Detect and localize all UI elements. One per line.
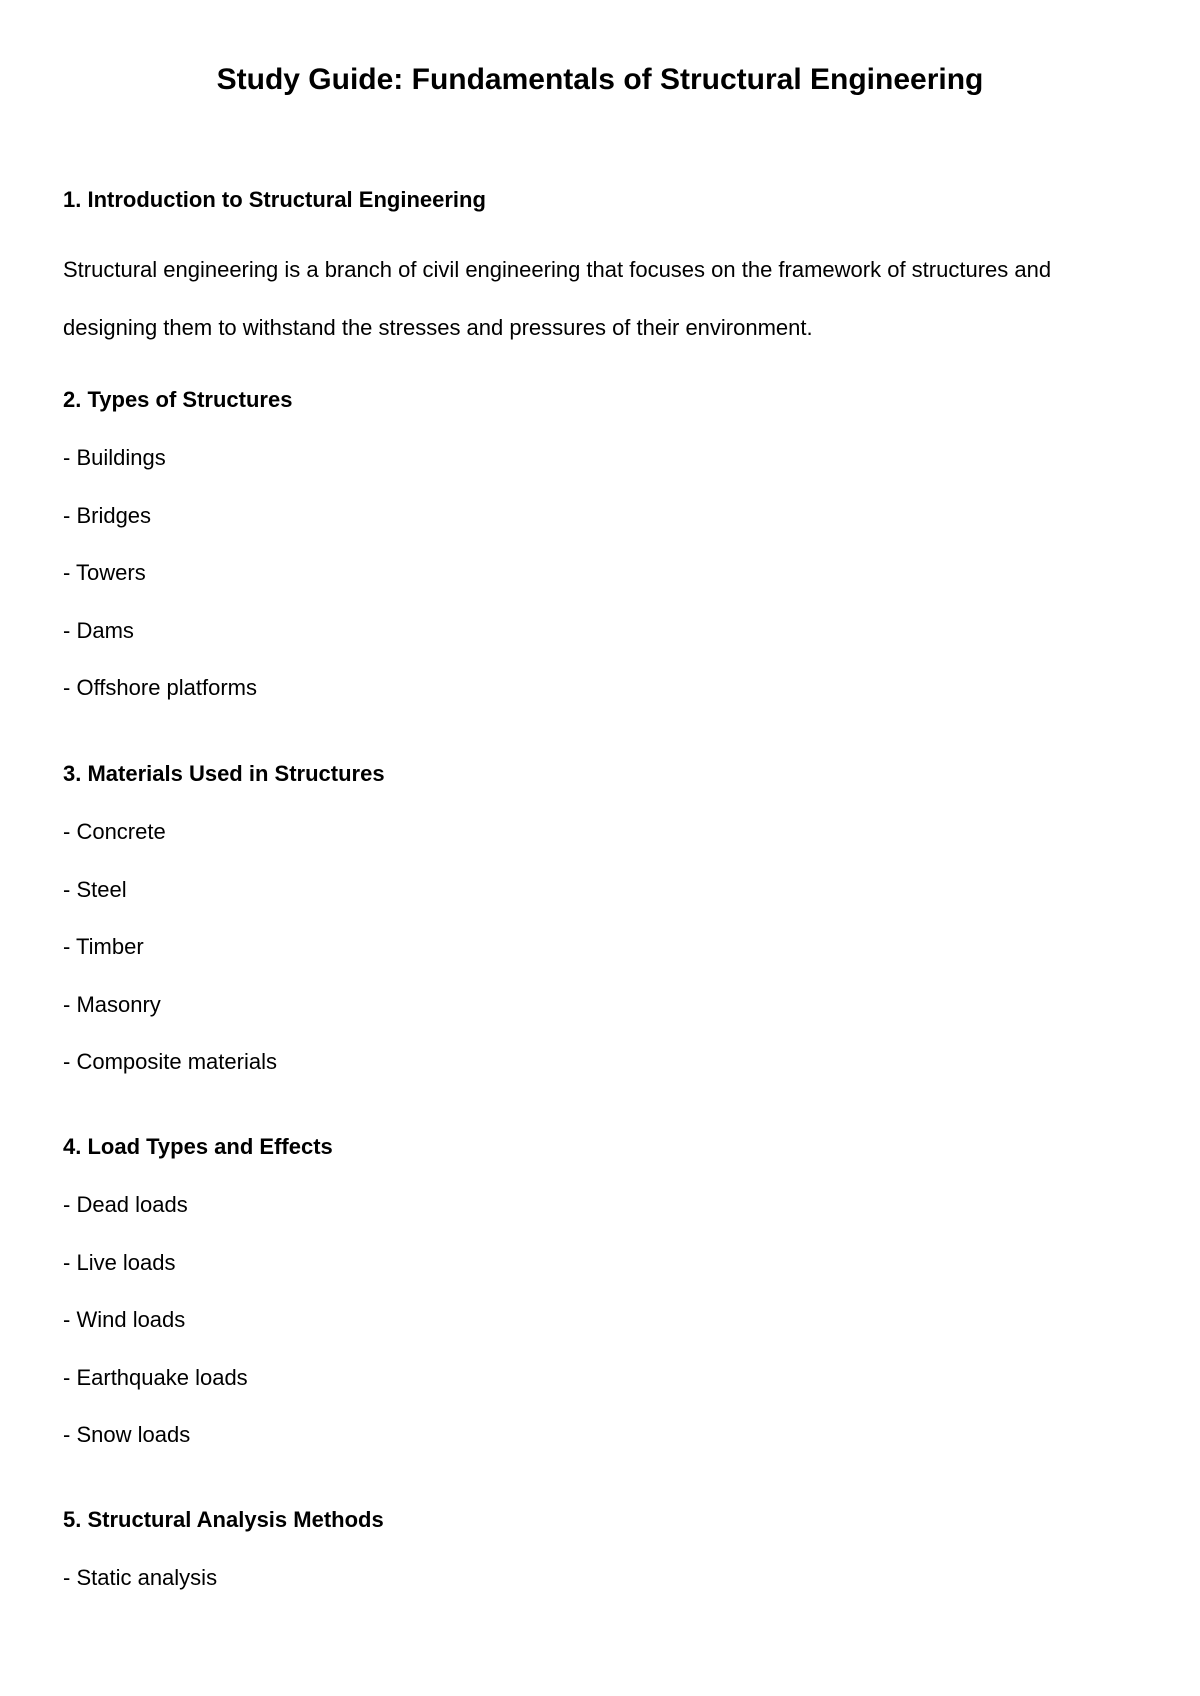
section-materials xyxy=(63,760,1143,1106)
list-item-text: Concrete xyxy=(76,819,166,844)
bullet-list xyxy=(63,818,1143,1106)
list-item xyxy=(63,1249,1143,1307)
list-item xyxy=(63,617,1143,675)
bullet-dash: - xyxy=(63,1307,77,1332)
list-item-text: Earthquake loads xyxy=(76,1364,248,1390)
bullet-dash: - xyxy=(63,934,77,959)
section-heading: 1. Introduction to Structural Engineering xyxy=(63,187,486,212)
bullet-dash: - xyxy=(63,1364,77,1390)
list-item-text: Timber xyxy=(76,934,144,959)
section-types-of-structures xyxy=(63,386,1143,732)
list-item-text: Steel xyxy=(76,876,127,902)
list-item xyxy=(63,502,1143,560)
bullet-dash: - xyxy=(63,445,77,470)
list-item-text: Static analysis xyxy=(76,1565,218,1590)
bullet-dash: - xyxy=(63,1249,77,1275)
list-item xyxy=(63,991,1143,1049)
list-item-text: Dams xyxy=(76,617,134,643)
bullet-dash: - xyxy=(63,1049,77,1074)
section-analysis-methods xyxy=(63,1506,1143,1622)
list-item xyxy=(63,559,1143,617)
list-item xyxy=(63,1306,1143,1364)
bullet-dash: - xyxy=(63,675,77,700)
list-item xyxy=(63,933,1143,991)
list-item xyxy=(63,876,1143,934)
section-heading: 2. Types of Structures xyxy=(63,387,293,412)
bullet-dash: - xyxy=(63,991,77,1017)
bullet-dash: - xyxy=(63,876,77,902)
section-heading: 3. Materials Used in Structures xyxy=(63,761,385,786)
list-item xyxy=(63,818,1143,876)
list-item-text: Composite materials xyxy=(76,1049,277,1074)
list-item-text: Wind loads xyxy=(76,1307,186,1332)
list-item-text: Live loads xyxy=(76,1249,176,1275)
bullet-dash: - xyxy=(63,1565,77,1590)
section-heading: 4. Load Types and Effects xyxy=(63,1134,333,1159)
list-item xyxy=(63,1564,1143,1622)
list-item xyxy=(63,1421,1143,1479)
section-paragraph: Structural engineering is a branch of civil engineering that focuses on the framework of structures and designing them to withstand the stresses and pressures of their environment. xyxy=(63,257,1052,340)
page-title: Study Guide: Fundamentals of Structural Engineering xyxy=(216,63,984,96)
bullet-dash: - xyxy=(63,502,77,528)
list-item-text: Buildings xyxy=(76,445,166,470)
list-item xyxy=(63,1364,1143,1422)
list-item xyxy=(63,674,1143,732)
bullet-list xyxy=(63,444,1143,732)
list-item xyxy=(63,444,1143,502)
section-load-types xyxy=(63,1133,1143,1479)
bullet-dash: - xyxy=(63,617,77,643)
bullet-list xyxy=(63,1564,1143,1622)
list-item-text: Dead loads xyxy=(76,1192,188,1217)
list-item-text: Towers xyxy=(76,560,146,585)
list-item-text: Snow loads xyxy=(76,1422,191,1447)
bullet-dash: - xyxy=(63,819,77,844)
bullet-dash: - xyxy=(63,560,77,585)
list-item xyxy=(63,1191,1143,1249)
bullet-list xyxy=(63,1191,1143,1479)
section-heading: 5. Structural Analysis Methods xyxy=(63,1507,384,1532)
bullet-dash: - xyxy=(63,1192,77,1217)
section-introduction xyxy=(63,186,1143,356)
list-item-text: Bridges xyxy=(76,502,152,528)
bullet-dash: - xyxy=(63,1422,77,1447)
list-item-text: Masonry xyxy=(76,991,161,1017)
list-item xyxy=(63,1048,1143,1106)
list-item-text: Offshore platforms xyxy=(76,675,258,700)
